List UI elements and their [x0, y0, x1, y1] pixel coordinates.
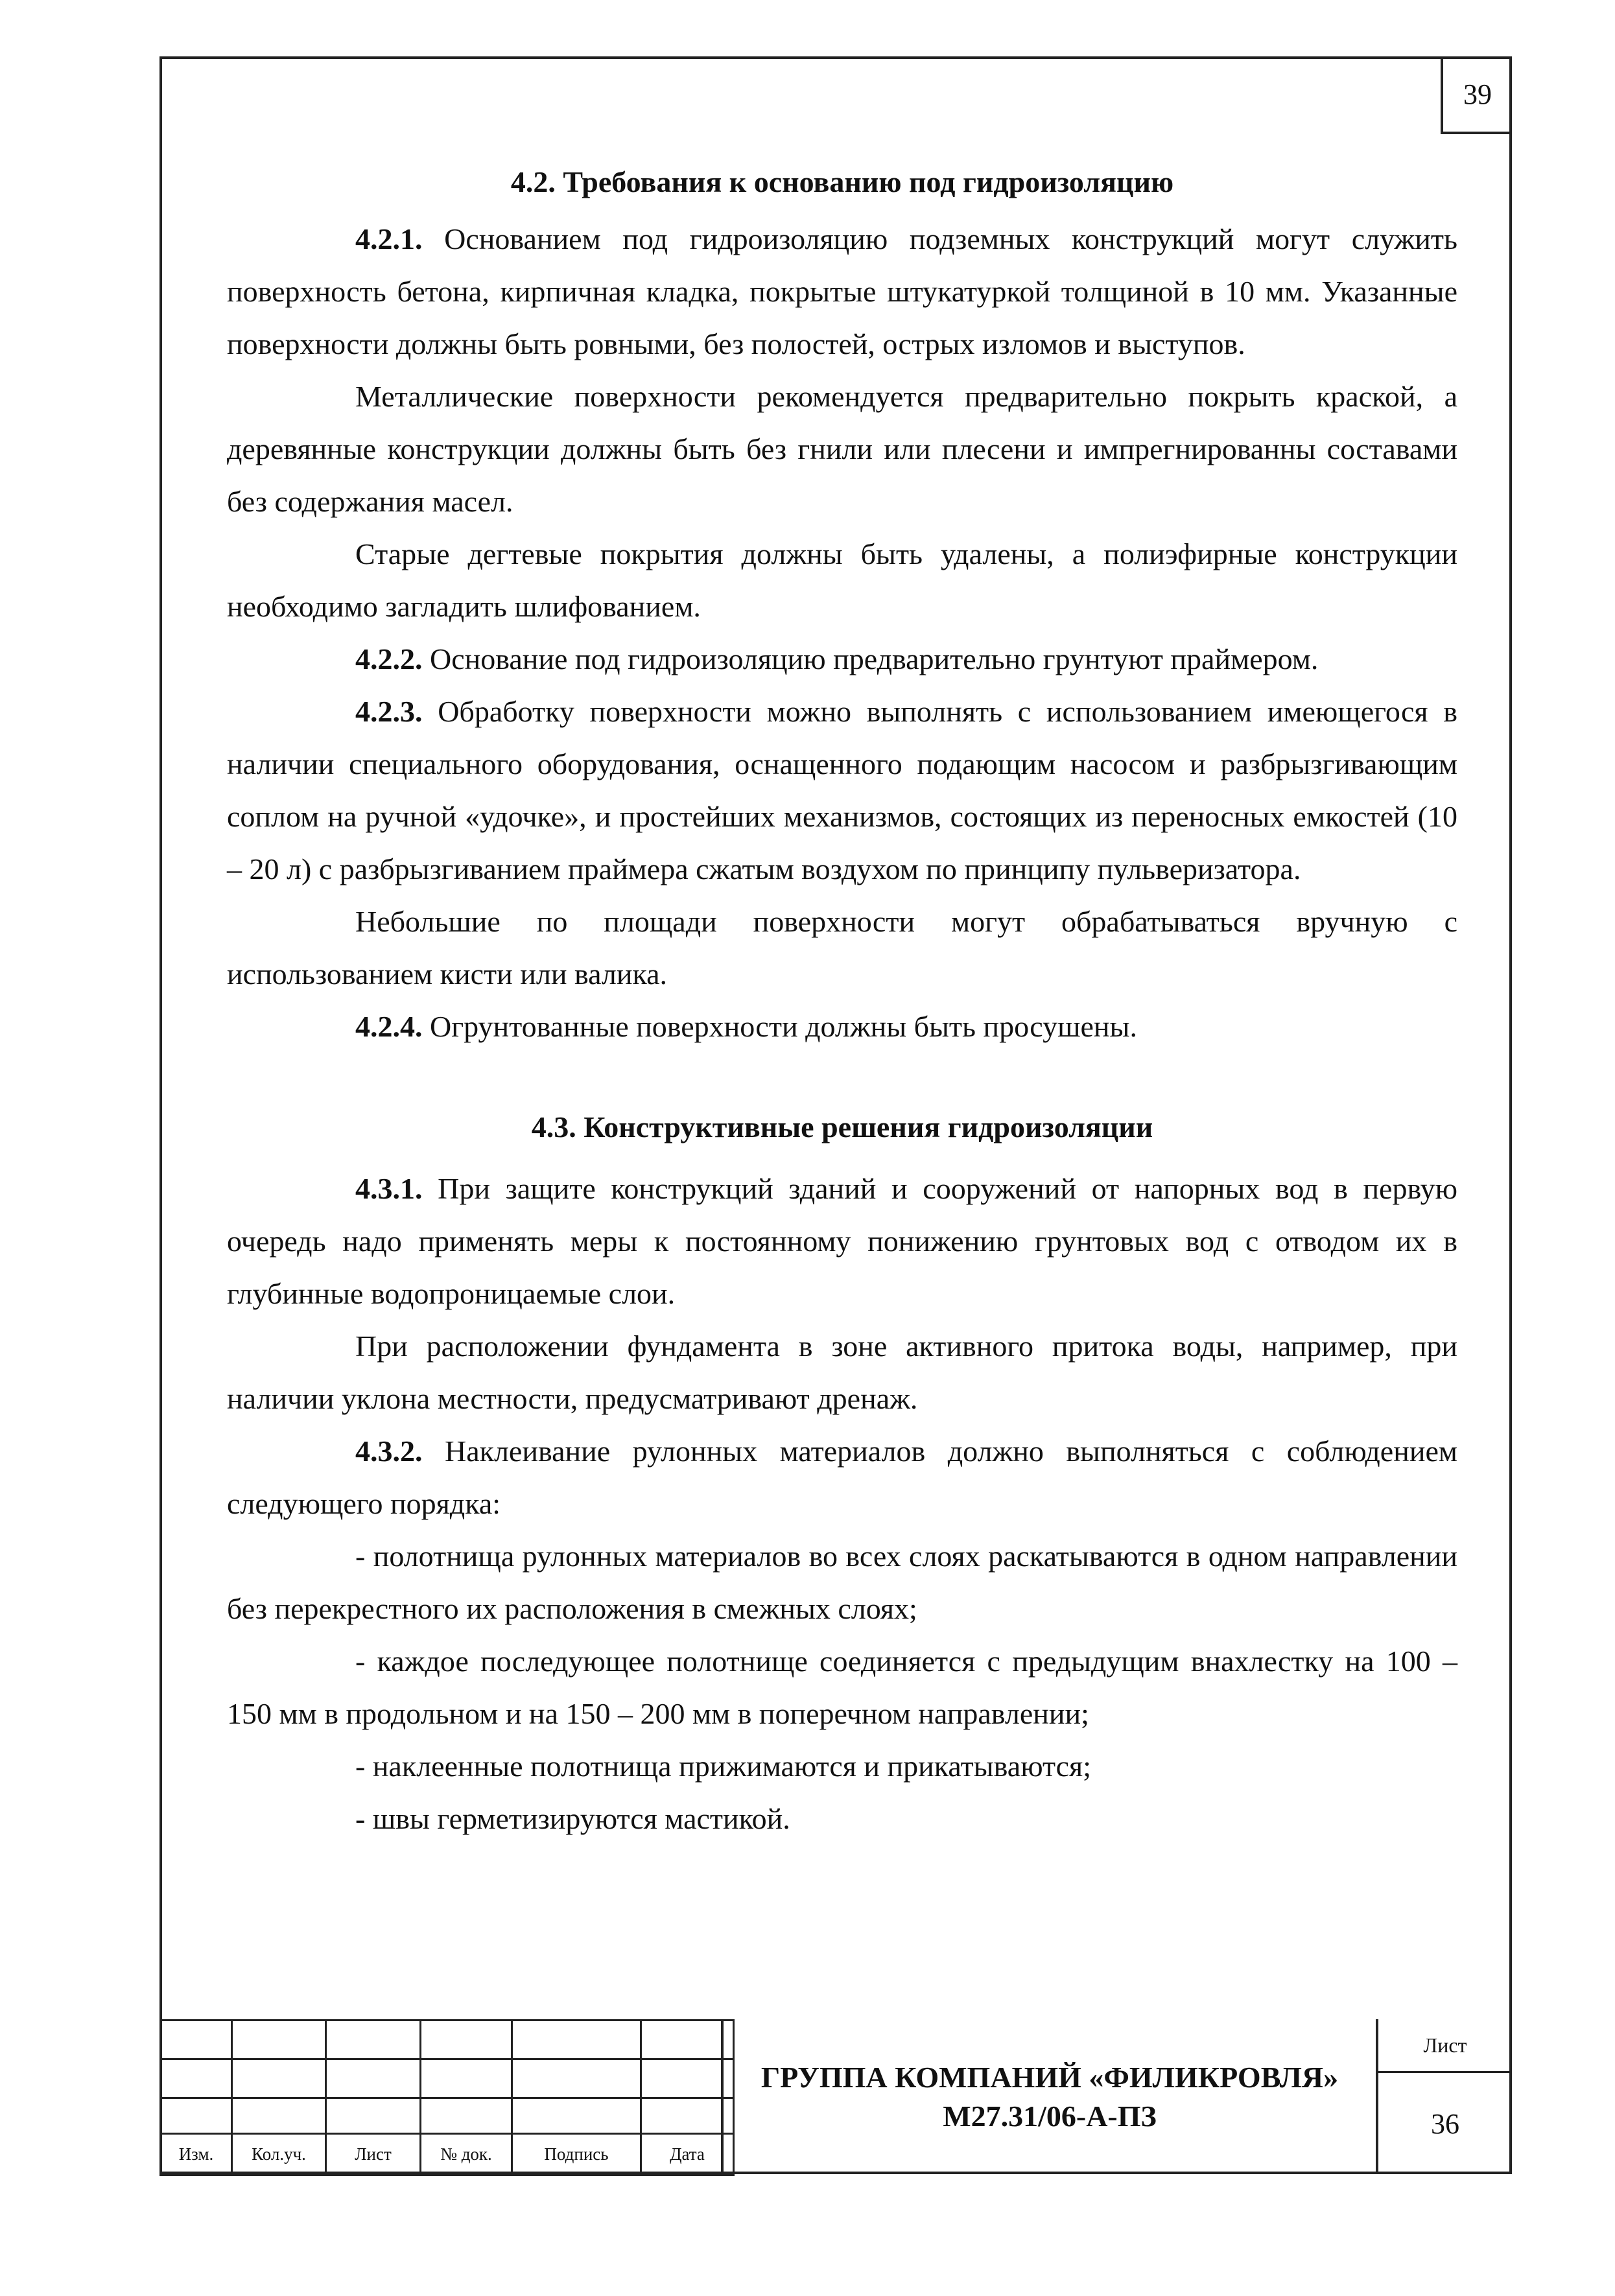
column-header: Подпись [512, 2134, 641, 2175]
clause-number: 4.2.4. [355, 1010, 423, 1043]
paragraph: Металлические поверхности рекомендуется предварительно покрыть краской, а деревянные конструкции должны быть без гнили или плесени и импрегнированны составами без содержания масел. [227, 380, 1457, 518]
list-item: - полотнища рулонных материалов во всех слоях раскатываются в одном направлении без перекрестного их расположения в смежных слоях; [227, 1540, 1457, 1625]
column-header: Изм. [161, 2134, 232, 2175]
list-item: - швы герметизируются мастикой. [355, 1802, 790, 1835]
list-item: - каждое последующее полотнище соединяется с предыдущим внахлестку на 100 – 150 мм в продольном и на 150 – 200 мм в поперечном направлении; [227, 1645, 1457, 1730]
paragraph-text: При защите конструкций зданий и сооружений от напорных вод в первую очередь надо применять меры к постоянному понижению грунтовых вод с отводом их в глубинные водопроницаемые слои. [227, 1172, 1457, 1310]
paragraph-4-3-1 [227, 1162, 1457, 1320]
paragraph-4-2-4 [227, 1000, 1457, 1053]
paragraph-text: Основание под гидроизоляцию предварительно грунтуют праймером. [422, 642, 1319, 675]
section-heading-4-2: 4.2. Требования к основанию под гидроизоляцию [510, 165, 1174, 198]
paragraph-4-2-2 [227, 633, 1457, 685]
clause-number: 4.2.2. [355, 642, 423, 675]
sheet-block [1376, 2019, 1512, 2174]
list-item: - наклеенные полотнища прижимаются и прикатываются; [355, 1750, 1091, 1783]
paragraph: При расположении фундамента в зоне активного притока воды, например, при наличии уклона местности, предусматривают дренаж. [227, 1330, 1457, 1415]
section-heading-4-3: 4.3. Конструктивные решения гидроизоляции [531, 1110, 1153, 1143]
paragraph: Старые дегтевые покрытия должны быть удалены, а полиэфирные конструкции необходимо загладить шлифованием. [227, 537, 1457, 623]
document-body [227, 156, 1457, 1845]
clause-number: 4.3.2. [355, 1435, 423, 1468]
title-block-stamp [159, 2019, 1512, 2174]
paragraph-text: Обработку поверхности можно выполнять с использованием имеющегося в наличии специального оборудования, оснащенного подающим насосом и разбрызгивающим соплом на ручной «удочке», и простейших механизмов, состоящих из переносных емкостей (10 – 20 л) с разбрызгиванием праймера сжатым воздухом по принципу пульверизатора. [227, 695, 1457, 885]
paragraph-text: Огрунтованные поверхности должны быть просушены. [422, 1010, 1137, 1043]
clause-number: 4.2.1. [355, 222, 423, 255]
revision-table [159, 2019, 735, 2176]
page-number: 39 [1441, 56, 1512, 134]
paragraph-4-2-1 [227, 213, 1457, 370]
sheet-label: Лист [1378, 2019, 1512, 2073]
document-code: М27.31/06-А-ПЗ [943, 2099, 1157, 2133]
column-header: № док. [421, 2134, 512, 2175]
company-name: ГРУППА КОМПАНИЙ «ФИЛИКРОВЛЯ» [760, 2060, 1339, 2094]
paragraph: Небольшие по площади поверхности могут обрабатываться вручную с использованием кисти или валика. [227, 905, 1457, 990]
column-header: Дата [641, 2134, 734, 2175]
column-header: Лист [326, 2134, 421, 2175]
paragraph-text: Наклеивание рулонных материалов должно выполняться с соблюдением следующего порядка: [227, 1435, 1457, 1520]
column-header: Кол.уч. [232, 2134, 326, 2175]
paragraph-text: Основанием под гидроизоляцию подземных конструкций могут служить поверхность бетона, кирпичная кладка, покрытые штукатуркой толщиной в 10 мм. Указанные поверхности должны быть ровными, без полостей, острых изломов и выступов. [227, 222, 1457, 360]
paragraph-4-3-2 [227, 1425, 1457, 1530]
clause-number: 4.2.3. [355, 695, 423, 728]
company-title-block [721, 2019, 1376, 2174]
clause-number: 4.3.1. [355, 1172, 423, 1205]
sheet-number: 36 [1431, 2107, 1459, 2140]
paragraph-4-2-3 [227, 685, 1457, 895]
